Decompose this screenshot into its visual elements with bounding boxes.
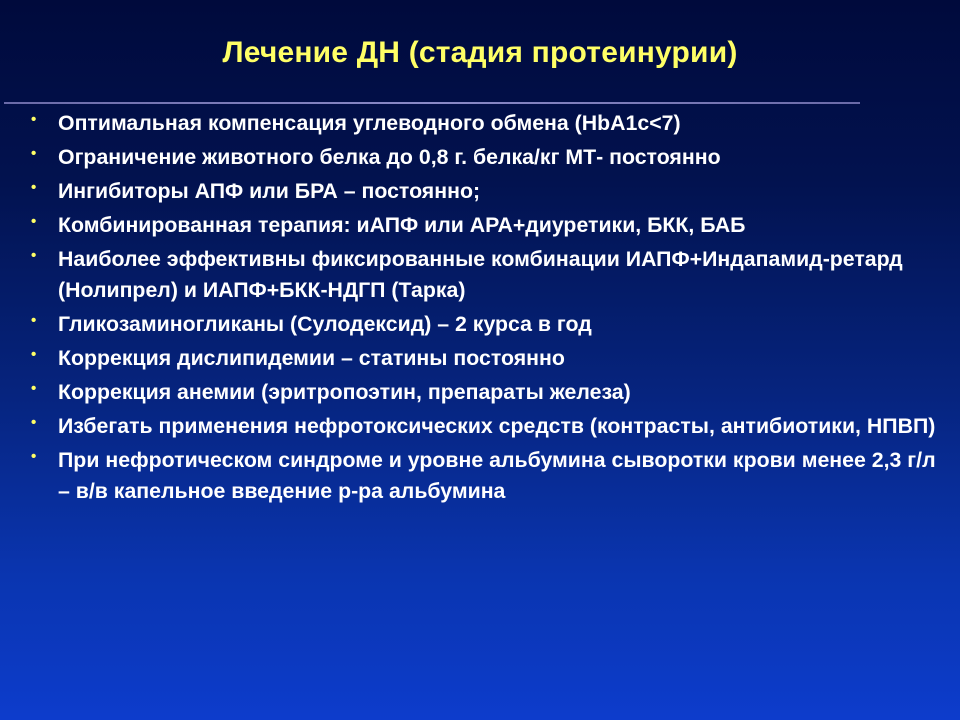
bullet-icon: • [31,413,37,431]
bullet-icon: • [31,178,37,196]
bullet-text: Ингибиторы АПФ или БРА – постоянно; [58,178,481,203]
bullet-item [0,309,960,341]
bullet-text: Коррекция дислипидемии – статины постоянно [58,345,565,370]
bullet-item [0,445,960,508]
bullet-icon: • [31,144,37,162]
bullet-icon: • [31,111,37,128]
bullet-item [0,411,960,443]
bullet-icon: • [31,379,37,397]
bullet-item [0,343,960,375]
bullet-text: Коррекция анемии (эритропоэтин, препараты железа) [58,379,631,404]
bullet-icon: • [31,345,37,363]
bullet-icon: • [31,311,37,329]
bullet-text: Наиболее эффективны фиксированные комбинации ИАПФ+Индапамид-ретард (Нолипрел) и ИАПФ+БКК-НДГП (Тарка) [58,246,903,303]
bullet-item [0,142,960,174]
bullet-item [0,377,960,409]
bullet-item [0,108,960,140]
bullet-text: Избегать применения нефротоксических средств (контрасты, антибиотики, НПВП) [58,413,936,438]
bullet-text: Оптимальная компенсация углеводного обмена (HbA1c<7) [58,111,681,135]
bullet-text: При нефротическом синдроме и уровне альбумина сыворотки крови менее 2,3 г/л – в/в капельное введение р-ра альбумина [58,447,936,504]
bullet-text: Ограничение животного белка до 0,8 г. белка/кг МТ- постоянно [58,144,721,169]
bullet-text: Комбинированная терапия: иАПФ или АРА+диуретики, БКК, БАБ [58,212,746,237]
bullet-icon: • [31,447,37,465]
bullet-text: Гликозаминогликаны (Сулодексид) – 2 курса в год [58,311,592,336]
bullet-icon: • [31,246,37,264]
bullet-item [0,210,960,242]
bullet-list [0,108,960,510]
bullet-item [0,244,960,307]
bullet-icon: • [31,212,37,230]
title-divider [4,102,860,104]
slide-title: Лечение ДН (стадия протеинурии) [222,36,738,69]
bullet-item [0,176,960,208]
